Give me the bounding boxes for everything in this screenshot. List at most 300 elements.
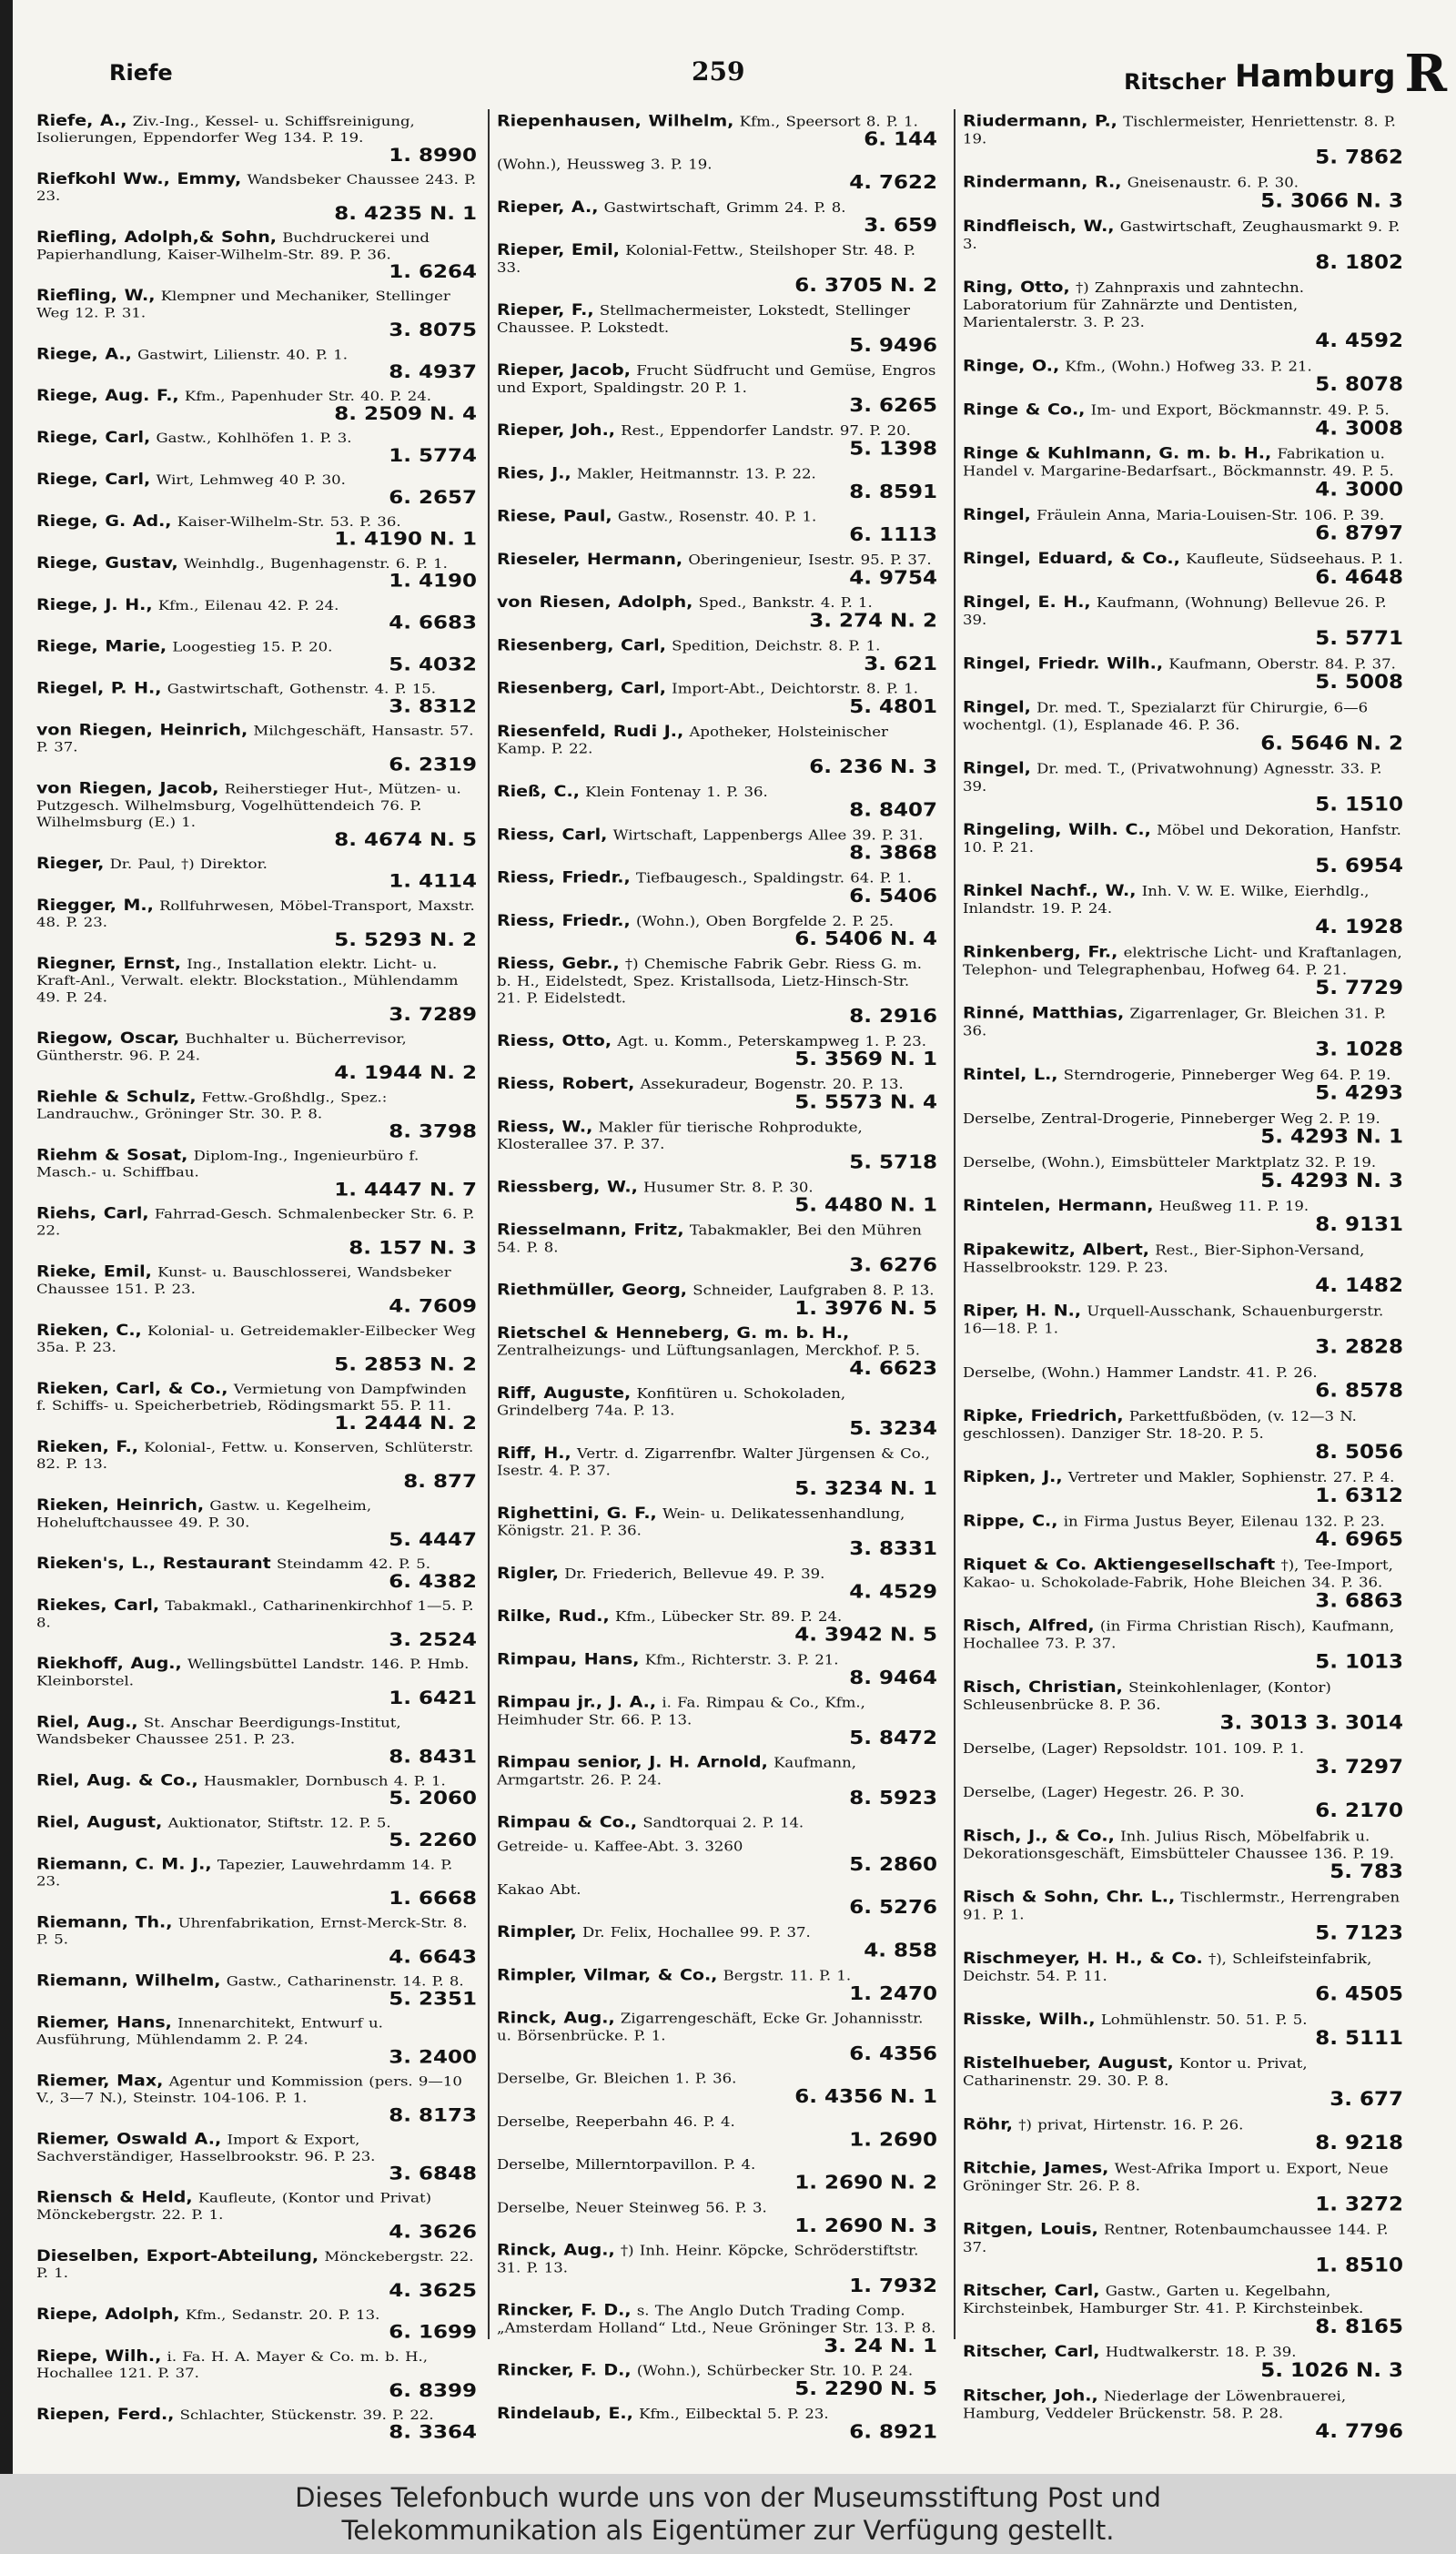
directory-entry bbox=[963, 1154, 1403, 1191]
entry-name: Ringel, E. H., bbox=[963, 593, 1091, 612]
entry-name: Riefling, W., bbox=[36, 287, 156, 305]
directory-entry bbox=[963, 1363, 1403, 1401]
phone-number: 5. 1398 bbox=[849, 438, 937, 460]
entry-line bbox=[36, 1856, 477, 1889]
entry-line bbox=[36, 2407, 477, 2423]
phone-number: 1. 6668 bbox=[389, 1888, 477, 1910]
phone-number: 4. 4592 bbox=[1315, 329, 1403, 352]
phone-number: 5. 3234 bbox=[849, 1418, 937, 1440]
directory-entry bbox=[497, 1608, 937, 1645]
directory-entry bbox=[963, 1617, 1403, 1672]
entry-details: Hausmakler, Dornbusch 4. P. 1. bbox=[203, 1773, 446, 1789]
phone-number: 6. 4356 bbox=[849, 2042, 937, 2065]
entry-name: Riehs, Carl, bbox=[36, 1204, 149, 1222]
phone-number: 3. 1028 bbox=[1315, 1039, 1403, 1060]
entry-line bbox=[36, 346, 477, 362]
entry-name: Rigler, bbox=[497, 1564, 559, 1583]
phone-number: 8. 4674 N. 5 bbox=[334, 829, 477, 850]
phone-number: 3. 7297 bbox=[1315, 1756, 1403, 1779]
entry-name: Rieke, Emil, bbox=[36, 1262, 152, 1281]
phone-number: 5. 1013 bbox=[1315, 1651, 1403, 1673]
entry-name: Ristelhueber, August, bbox=[963, 2053, 1174, 2073]
entry-line bbox=[497, 1325, 937, 1359]
entry-line bbox=[36, 597, 477, 613]
directory-entry bbox=[963, 1828, 1403, 1882]
entry-name: Riemer, Oswald A., bbox=[36, 2130, 222, 2148]
entry-line bbox=[36, 2190, 477, 2223]
directory-entry bbox=[36, 471, 477, 507]
phone-number: 8. 9464 bbox=[849, 1667, 937, 1689]
phone-number: 6. 1113 bbox=[849, 524, 937, 546]
entry-line bbox=[497, 637, 937, 654]
directory-entry bbox=[963, 1302, 1403, 1357]
entry-line bbox=[497, 242, 937, 276]
entry-details: Derselbe, Zentral-Drogerie, Pinneberger Weg 2. P. 19. bbox=[963, 1110, 1380, 1127]
entry-details: Parkettfußböden, (v. 12—3 N. geschlossen). Danziger Str. 18-20. P. 5. bbox=[963, 1408, 1357, 1442]
entry-name: Riege, Marie, bbox=[36, 637, 167, 656]
phone-number: 8. 2509 N. 4 bbox=[334, 403, 477, 425]
entry-name: Riemann, C. M. J., bbox=[36, 1855, 212, 1873]
entry-line bbox=[36, 781, 477, 831]
entry-line bbox=[36, 513, 477, 530]
directory-entry bbox=[963, 1066, 1403, 1103]
entry-details: †) Zahnpraxis und zahntechn. Laboratorium für Zahnärzte und Dentisten, Marientalerstr. 3. P. 23. bbox=[963, 279, 1305, 330]
directory-entry bbox=[36, 1323, 477, 1374]
entry-line bbox=[36, 471, 477, 488]
entry-name: Riehle & Schulz, bbox=[36, 1088, 197, 1106]
entry-line bbox=[497, 1282, 937, 1299]
header-right bbox=[1124, 44, 1447, 104]
directory-entry bbox=[963, 594, 1403, 649]
phone-number: 6. 5406 bbox=[849, 886, 937, 907]
phone-number: 8. 877 bbox=[403, 1471, 477, 1493]
entry-name: Riemer, Max, bbox=[36, 2072, 164, 2090]
entry-line bbox=[497, 1838, 937, 1855]
entry-details: Zentralheizungs- und Lüftungsanlagen, Merckhof. P. 5. bbox=[497, 1343, 920, 1359]
entry-details: Hudtwalkerstr. 18. P. 39. bbox=[1105, 2344, 1297, 2360]
entry-details: Loogestieg 15. P. 20. bbox=[172, 639, 333, 655]
phone-number: 4. 6623 bbox=[849, 1358, 937, 1380]
entry-line bbox=[36, 897, 477, 930]
entry-details: Gastw., Rosenstr. 40. P. 1. bbox=[617, 509, 817, 525]
entry-line bbox=[963, 1110, 1403, 1127]
entry-line bbox=[497, 199, 937, 217]
entry-details: (Wohn.), Oben Borgfelde 2. P. 25. bbox=[635, 913, 895, 929]
entry-details: Derselbe, (Lager) Hegestr. 26. P. 30. bbox=[963, 1784, 1245, 1800]
entry-details: Gastw., Garten u. Kegelbahn, Kirchsteinbek, Hamburger Str. 41. P. Kirchsteinbek. bbox=[963, 2283, 1364, 2316]
directory-entry bbox=[497, 1282, 937, 1318]
directory-entry bbox=[36, 1030, 477, 1082]
entry-line bbox=[497, 2362, 937, 2379]
entry-line bbox=[36, 1206, 477, 1239]
entry-line bbox=[963, 1066, 1403, 1083]
directory-entry bbox=[963, 944, 1403, 998]
entry-name: Riepe, Wilh., bbox=[36, 2347, 162, 2366]
phone-number: 5. 3234 N. 1 bbox=[794, 1478, 937, 1500]
directory-entry bbox=[36, 288, 477, 340]
directory-entry bbox=[36, 723, 477, 775]
entry-details: Inh. Julius Risch, Möbelfabrik u. Dekorationsgeschäft, Eimsbütteler Chaussee 136. P. 19. bbox=[963, 1828, 1395, 1862]
phone-number: 6. 4382 bbox=[389, 1571, 477, 1593]
page-edge bbox=[0, 0, 13, 2474]
entry-details: Rest., Eppendorfer Landstr. 97. P. 20. bbox=[621, 422, 911, 439]
entry-details: Buchdruckerei und Papierhandlung, Kaiser-Wilhelm-Str. 89. P. 36. bbox=[36, 230, 430, 262]
phone-number: 8. 8407 bbox=[849, 799, 937, 821]
entry-line bbox=[36, 113, 477, 146]
phone-number: 5. 2060 bbox=[389, 1788, 477, 1809]
directory-entry bbox=[497, 422, 937, 459]
entry-details: Niederlage der Löwenbrauerei, Hamburg, Veddeler Brückenstr. 58. P. 28. bbox=[963, 2387, 1347, 2421]
entry-details: Frucht Südfrucht und Gemüse, Engros und Export, Spaldingstr. 20 P. 1. bbox=[497, 362, 936, 396]
entry-details: Konfitüren u. Schokoladen, Grindelberg 74a. P. 13. bbox=[497, 1385, 846, 1419]
entry-details: Ing., Installation elektr. Licht- u. Kraft-Anl., Verwalt. elektr. Blockstation., Mühlendamm 49. P. 24. bbox=[36, 956, 459, 1005]
directory-entry bbox=[36, 229, 477, 281]
entry-details: Tischlermstr., Herrengraben 91. P. 1. bbox=[963, 1889, 1400, 1923]
entry-line bbox=[497, 156, 937, 173]
directory-entry bbox=[36, 856, 477, 891]
entry-name: Rimpler, Vilmar, & Co., bbox=[497, 1966, 718, 1984]
directory-entry bbox=[36, 2132, 477, 2184]
directory-entry bbox=[36, 2348, 477, 2400]
entry-details: Klein Fontenay 1. P. 36. bbox=[585, 784, 768, 800]
entry-name: Riess, Friedr., bbox=[497, 911, 631, 930]
entry-name: Rieken's, L., Restaurant bbox=[36, 1555, 271, 1573]
directory-entry bbox=[36, 1814, 477, 1850]
entry-name: Riege, Carl, bbox=[36, 429, 151, 447]
entry-name: Rimpau senior, J. H. Arnold, bbox=[497, 1753, 768, 1772]
directory-entry bbox=[963, 1513, 1403, 1550]
phone-number: 5. 7123 bbox=[1315, 1922, 1403, 1944]
directory-entry bbox=[36, 639, 477, 674]
phone-number: 3. 621 bbox=[864, 654, 937, 675]
phone-number: 5. 3569 N. 1 bbox=[794, 1049, 937, 1070]
entry-details: Agentur und Kommission (pers. 9—10 V., 3—7 N.), Steinstr. 104-106. P. 1. bbox=[36, 2073, 462, 2106]
entry-name: Riegel, P. H., bbox=[36, 679, 162, 697]
entry-line bbox=[963, 1556, 1403, 1591]
entry-name: Riege, Aug. F., bbox=[36, 387, 179, 405]
directory-entry bbox=[497, 1694, 937, 1748]
entry-line bbox=[497, 1119, 937, 1152]
phone-number: 8. 8591 bbox=[849, 481, 937, 503]
directory-entry bbox=[497, 2010, 937, 2063]
entry-name: Risch & Sohn, Chr. L., bbox=[963, 1888, 1176, 1907]
entry-name: Ring, Otto, bbox=[963, 278, 1070, 297]
entry-details: Rentner, Rotenbaumchaussee 144. P. 37. bbox=[963, 2222, 1389, 2255]
entry-name: Riege, G. Ad., bbox=[36, 512, 172, 531]
phone-number: 5. 5573 N. 4 bbox=[794, 1091, 937, 1113]
phone-number: 5. 783 bbox=[1330, 1861, 1403, 1883]
entry-name: Ries, J., bbox=[497, 464, 571, 482]
entry-line bbox=[963, 1005, 1403, 1039]
phone-number: 8. 8431 bbox=[389, 1746, 477, 1768]
entry-name: Riudermann, P., bbox=[963, 112, 1117, 131]
phone-number: 6. 8797 bbox=[1315, 522, 1403, 545]
phone-number: 1. 5774 bbox=[389, 445, 477, 467]
entry-details: St. Anschar Beerdigungs-Institut, Wandsbeker Chaussee 251. P. 23. bbox=[36, 1715, 401, 1747]
directory-entry bbox=[497, 637, 937, 674]
entry-line bbox=[36, 2306, 477, 2323]
entry-line bbox=[963, 1513, 1403, 1530]
entry-line bbox=[36, 1814, 477, 1830]
entry-line bbox=[497, 724, 937, 757]
entry-details: Wirt, Lehmweg 40 P. 30. bbox=[156, 472, 346, 488]
entry-line bbox=[963, 1363, 1403, 1381]
phone-number: 5. 4032 bbox=[389, 654, 477, 675]
entry-name: Rieken, Heinrich, bbox=[36, 1496, 205, 1515]
phone-number: 4. 7622 bbox=[849, 172, 937, 194]
entry-name: Rieken, F., bbox=[36, 1438, 139, 1456]
entry-line bbox=[497, 2156, 937, 2174]
directory-entry bbox=[497, 508, 937, 544]
entry-name: Rimpau & Co., bbox=[497, 1813, 638, 1832]
entry-details: Tapezier, Lauwehrdamm 14. P. 23. bbox=[36, 1857, 453, 1889]
entry-details: Oberingenieur, Isestr. 95. P. 37. bbox=[688, 552, 932, 568]
phone-number: 3. 7289 bbox=[389, 1004, 477, 1026]
phone-number: 4. 1944 N. 2 bbox=[334, 1062, 477, 1084]
entry-line bbox=[36, 1148, 477, 1181]
entry-details: Ziv.-Ing., Kessel- u. Schiffsreinigung, Isolierungen, Eppendorfer Weg 134. P. 19. bbox=[36, 113, 415, 146]
phone-number: 5. 7862 bbox=[1315, 147, 1403, 168]
entry-name: Ringe & Co., bbox=[963, 400, 1086, 420]
phone-number: 6. 144 bbox=[864, 128, 937, 151]
entry-name: Riess, Carl, bbox=[497, 826, 608, 844]
entry-line bbox=[497, 1651, 937, 1668]
entry-name: Riemann, Wilhelm, bbox=[36, 1971, 221, 1990]
entry-line bbox=[36, 229, 477, 262]
phone-number: 5. 2860 bbox=[849, 1854, 937, 1876]
entry-details: Im- und Export, Böckmannstr. 49. P. 5. bbox=[1090, 401, 1390, 419]
entry-details: Derselbe, (Lager) Repsoldstr. 101. 109. P. 1. bbox=[963, 1740, 1304, 1757]
entry-details: Lohmühlenstr. 50. 51. P. 5. bbox=[1100, 2012, 1308, 2028]
entry-details: Gastw. u. Kegelheim, Hoheluftchaussee 49. P. 30. bbox=[36, 1498, 372, 1530]
directory-entry bbox=[963, 1950, 1403, 2004]
entry-name: Rieper, Joh., bbox=[497, 421, 616, 440]
directory-entry bbox=[497, 2156, 937, 2193]
phone-number: 3. 274 N. 2 bbox=[809, 610, 937, 632]
directory-entry bbox=[497, 1967, 937, 2003]
phone-number: 5. 4447 bbox=[389, 1529, 477, 1551]
entry-name: Riekes, Carl, bbox=[36, 1596, 160, 1615]
footer-line-2: Telekommunikation als Eigentümer zur Verfügung gestellt. bbox=[341, 2515, 1115, 2546]
entry-name: Ritchie, James, bbox=[963, 2159, 1109, 2178]
entry-line bbox=[36, 1497, 477, 1530]
directory-entry bbox=[963, 279, 1403, 351]
entry-name: Riege, Carl, bbox=[36, 471, 151, 489]
entry-line bbox=[36, 2015, 477, 2048]
entry-line bbox=[497, 508, 937, 525]
entry-line bbox=[36, 1030, 477, 1063]
phone-number: 6. 4356 N. 1 bbox=[794, 2086, 937, 2108]
directory-entry bbox=[963, 2221, 1403, 2275]
entry-details: Gastw., Kohlhöfen 1. P. 3. bbox=[156, 431, 352, 446]
directory-entry bbox=[497, 1445, 937, 1499]
entry-line bbox=[963, 174, 1403, 191]
entry-line bbox=[36, 1439, 477, 1472]
entry-line bbox=[963, 1198, 1403, 1215]
entry-name: Riepe, Adolph, bbox=[36, 2306, 180, 2324]
phone-number: 4. 1928 bbox=[1315, 916, 1403, 938]
entry-name: Righettini, G. F., bbox=[497, 1504, 657, 1523]
entry-line bbox=[497, 869, 937, 887]
entry-line bbox=[963, 2116, 1403, 2133]
directory-entry bbox=[497, 1754, 937, 1808]
entry-line bbox=[963, 594, 1403, 629]
phone-number: 1. 4114 bbox=[389, 871, 477, 892]
entry-name: Ringel, Friedr. Wilh., bbox=[963, 654, 1164, 673]
entry-details: Sped., Bankstr. 4. P. 1. bbox=[698, 594, 873, 611]
phone-number: 4. 3625 bbox=[389, 2280, 477, 2301]
entry-details: Milchgeschäft, Hansastr. 57. P. 37. bbox=[36, 723, 474, 755]
entry-line bbox=[963, 2344, 1403, 2361]
directory-entry bbox=[36, 1497, 477, 1549]
phone-number: 5. 5718 bbox=[849, 1151, 937, 1173]
entry-details: Diplom-Ing., Ingenieurbüro f. Masch.- u. Schiffbau. bbox=[36, 1148, 420, 1181]
directory-entry bbox=[36, 1973, 477, 2009]
directory-entry bbox=[963, 1556, 1403, 1611]
entry-name: Riefkohl Ww., Emmy, bbox=[36, 170, 242, 188]
entry-name: Rieß, C., bbox=[497, 782, 580, 801]
entry-line bbox=[497, 1033, 937, 1050]
entry-details: Stellmachermeister, Lokstedt, Stellinger Chaussee. P. Lokstedt. bbox=[497, 302, 910, 336]
entry-name: Riekhoff, Aug., bbox=[36, 1655, 182, 1673]
phone-number: 8. 4937 bbox=[389, 361, 477, 383]
entry-details: Kaufleute, (Kontor und Privat) Mönckebergstr. 22. P. 1. bbox=[36, 2190, 432, 2223]
phone-number: 3. 659 bbox=[864, 215, 937, 237]
footer-credit bbox=[0, 2474, 1456, 2554]
directory-entry bbox=[497, 2070, 937, 2106]
entry-line bbox=[963, 445, 1403, 480]
entry-details: Rest., Bier-Siphon-Versand, Hasselbrookstr. 129. P. 23. bbox=[963, 1242, 1365, 1276]
entry-line bbox=[497, 1881, 937, 1899]
entry-line bbox=[497, 1385, 937, 1419]
entry-name: Rippe, C., bbox=[963, 1511, 1058, 1530]
entry-line bbox=[963, 218, 1403, 252]
entry-line bbox=[963, 699, 1403, 734]
entry-details: Kaufmann, Oberstr. 84. P. 37. bbox=[1168, 655, 1396, 673]
directory-entry bbox=[36, 346, 477, 381]
entry-line bbox=[963, 2387, 1403, 2422]
phone-number: 1. 6264 bbox=[389, 261, 477, 283]
entry-line bbox=[36, 1556, 477, 1572]
entry-name: Riepen, Ferd., bbox=[36, 2406, 175, 2424]
entry-details: Kfm., Eilenau 42. P. 24. bbox=[157, 597, 339, 613]
entry-name: Ritscher, Joh., bbox=[963, 2386, 1098, 2405]
entry-details: Kfm., Sedanstr. 20. P. 13. bbox=[185, 2306, 380, 2323]
entry-details: †) Chemische Fabrik Gebr. Riess G. m. b. H., Eidelstedt, Spez. Kristallsoda, Lietz-Hinsch-Str. 21. P. Eidelstedt. bbox=[497, 956, 922, 1007]
entry-details: Gastwirtschaft, Zeughausmarkt 9. P. 3. bbox=[963, 218, 1400, 252]
phone-number: 8. 5056 bbox=[1315, 1441, 1403, 1464]
phone-number: 4. 1482 bbox=[1315, 1275, 1403, 1297]
directory-column-3 bbox=[963, 113, 1403, 2448]
entry-details: Kfm., Eilbecktal 5. P. 23. bbox=[639, 2406, 829, 2422]
entry-line bbox=[497, 1754, 937, 1788]
directory-entry bbox=[963, 506, 1403, 543]
phone-number: 6. 1699 bbox=[389, 2322, 477, 2343]
entry-details: Derselbe, Neuer Steinweg 56. P. 3. bbox=[497, 2200, 767, 2216]
directory-entry bbox=[36, 897, 477, 949]
entry-details: Gastw., Catharinenstr. 14. P. 8. bbox=[226, 1973, 464, 1989]
entry-details: (Wohn.), Heussweg 3. P. 19. bbox=[497, 157, 713, 173]
entry-name: Rieken, Carl, & Co., bbox=[36, 1380, 228, 1398]
directory-entry bbox=[963, 113, 1403, 167]
entry-name: Riff, H., bbox=[497, 1444, 571, 1463]
entry-details: Gastwirtschaft, Gothenstr. 4. P. 15. bbox=[167, 681, 437, 697]
entry-details: Makler, Heitmannstr. 13. P. 22. bbox=[576, 465, 816, 481]
entry-details: Sterndrogerie, Pinneberger Weg 64. P. 19. bbox=[1063, 1067, 1391, 1083]
entry-line bbox=[36, 171, 477, 204]
entry-details: Fabrikation u. Handel v. Margarine-Bedarfsart., Böckmannstr. 49. P. 5. bbox=[963, 446, 1394, 480]
directory-entry bbox=[963, 2282, 1403, 2336]
entry-name: Riel, Aug. & Co., bbox=[36, 1771, 198, 1789]
entry-name: von Riegen, Heinrich, bbox=[36, 721, 248, 739]
phone-number: 4. 9754 bbox=[849, 567, 937, 589]
entry-name: Riefe, A., bbox=[36, 112, 127, 130]
entry-name: Rieper, A., bbox=[497, 198, 599, 217]
entry-line bbox=[963, 883, 1403, 917]
phone-number: 3. 8331 bbox=[849, 1538, 937, 1560]
directory-entry bbox=[36, 956, 477, 1024]
entry-details: Kfm., Papenhuder Str. 40. P. 24. bbox=[184, 389, 432, 404]
phone-number: 4. 3000 bbox=[1315, 479, 1403, 501]
phone-number: 5. 5293 N. 2 bbox=[334, 929, 477, 951]
directory-entry bbox=[36, 113, 477, 165]
entry-line bbox=[497, 113, 937, 130]
entry-name: Riege, Gustav, bbox=[36, 554, 178, 573]
entry-line bbox=[963, 821, 1403, 856]
entry-details: Steindamm 42. P. 5. bbox=[277, 1556, 431, 1572]
phone-number: 5. 2351 bbox=[389, 1988, 477, 2010]
entry-line bbox=[963, 1407, 1403, 1442]
directory-column-1 bbox=[36, 113, 477, 2448]
directory-entry bbox=[497, 1505, 937, 1559]
entry-details: Sandtorquai 2. P. 14. bbox=[642, 1815, 804, 1831]
phone-number: 4. 3942 N. 5 bbox=[794, 1624, 937, 1646]
entry-details: Gneisenaustr. 6. P. 30. bbox=[1127, 175, 1299, 191]
phone-number: 5. 2260 bbox=[389, 1829, 477, 1851]
entry-name: Riensch & Held, bbox=[36, 2188, 193, 2207]
directory-entry bbox=[497, 1033, 937, 1069]
phone-number: 3. 677 bbox=[1330, 2088, 1403, 2111]
directory-entry bbox=[963, 401, 1403, 439]
phone-number: 4. 7609 bbox=[389, 1296, 477, 1317]
directory-entry bbox=[497, 1325, 937, 1379]
entry-details: Gastwirt, Lilienstr. 40. P. 1. bbox=[137, 347, 348, 362]
directory-entry bbox=[497, 113, 937, 149]
entry-name: Riegow, Oscar, bbox=[36, 1029, 180, 1048]
entry-line bbox=[963, 1678, 1403, 1713]
entry-details: Zigarrengeschäft, Ecke Gr. Johannisstr. u. Börsenbrücke. P. 1. bbox=[497, 2011, 924, 2043]
phone-number: 5. 4293 N. 1 bbox=[1260, 1126, 1403, 1149]
phone-number: 1. 2444 N. 2 bbox=[334, 1413, 477, 1434]
entry-details: Kolonial- u. Getreidemakler-Eilbecker Weg 35a. P. 23. bbox=[36, 1323, 476, 1355]
directory-entry bbox=[497, 1385, 937, 1439]
entry-name: Riefling, Adolph,& Sohn, bbox=[36, 228, 277, 247]
entry-line bbox=[963, 2011, 1403, 2028]
entry-line bbox=[36, 2073, 477, 2106]
entry-line bbox=[963, 358, 1403, 375]
directory-entry bbox=[963, 655, 1403, 693]
entry-details: Kfm., Lübecker Str. 89. P. 24. bbox=[614, 1608, 843, 1625]
phone-number: 5. 2290 N. 5 bbox=[794, 2378, 937, 2400]
phone-number: 8. 9131 bbox=[1315, 1213, 1403, 1236]
entry-line bbox=[497, 1445, 937, 1479]
entry-line bbox=[497, 302, 937, 336]
entry-name: Rieper, Jacob, bbox=[497, 360, 631, 380]
entry-name: Ritgen, Louis, bbox=[963, 2220, 1098, 2239]
phone-number: 5. 4293 N. 3 bbox=[1260, 1170, 1403, 1192]
entry-details: Import & Export, Sachverständiger, Hasselbrookstr. 96. P. 23. bbox=[36, 2132, 376, 2164]
entry-line bbox=[963, 1302, 1403, 1337]
